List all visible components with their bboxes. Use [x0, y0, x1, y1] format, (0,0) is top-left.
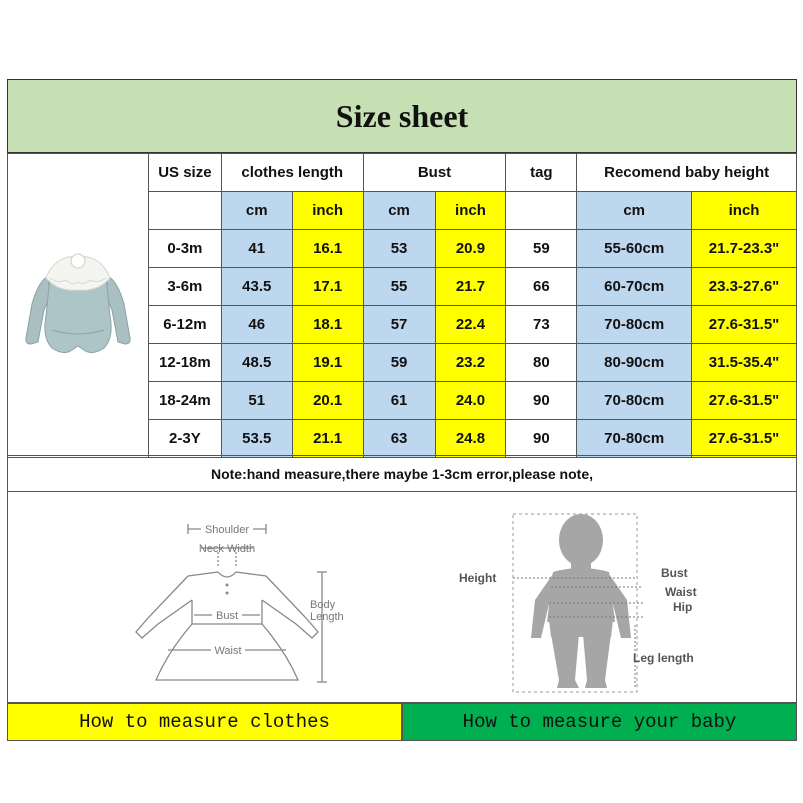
length-inch-cell: 19.1 [292, 344, 363, 382]
height-cm-cell: 70-80cm [577, 420, 692, 458]
tag-cell: 90 [506, 382, 577, 420]
header-height: Recomend baby height [577, 154, 797, 192]
size-cell: 18-24m [148, 382, 221, 420]
size-table [7, 153, 797, 458]
size-cell: 6-12m [148, 306, 221, 344]
subheader-bust-cm: cm [363, 192, 435, 230]
bust-cm-cell: 57 [363, 306, 435, 344]
bust-inch-cell: 24.0 [435, 382, 506, 420]
baby-bust-label: Bust [661, 566, 688, 580]
size-cell: 0-3m [148, 230, 221, 268]
waist-label: Waist [214, 645, 242, 657]
length-inch-cell: 18.1 [292, 306, 363, 344]
romper-image [18, 234, 138, 374]
clothes-diagram [8, 492, 403, 703]
header-clothes-length: clothes length [221, 154, 363, 192]
bust-cm-cell: 63 [363, 420, 435, 458]
height-inch-cell: 27.6-31.5" [692, 420, 797, 458]
length-cm-cell: 48.5 [221, 344, 292, 382]
tag-cell: 59 [506, 230, 577, 268]
subheader-bust-inch: inch [435, 192, 506, 230]
header-bust: Bust [363, 154, 506, 192]
tag-cell: 66 [506, 268, 577, 306]
bust-cm-cell: 55 [363, 268, 435, 306]
length-inch-cell: 21.1 [292, 420, 363, 458]
footer-bar [7, 703, 797, 741]
size-cell: 2-3Y [148, 420, 221, 458]
header-row [8, 154, 797, 192]
footer-left: How to measure clothes [7, 703, 402, 741]
length-cm-cell: 51 [221, 382, 292, 420]
length-cm-cell: 46 [221, 306, 292, 344]
height-cm-cell: 70-80cm [577, 382, 692, 420]
bust-inch-cell: 22.4 [435, 306, 506, 344]
tag-cell: 73 [506, 306, 577, 344]
title-bar [7, 79, 797, 153]
height-label: Height [459, 571, 497, 585]
baby-diagram [403, 492, 798, 703]
height-cm-cell: 60-70cm [577, 268, 692, 306]
length-inch-cell: 16.1 [292, 230, 363, 268]
page-title: Size sheet [335, 97, 469, 134]
header-us-size: US size [148, 154, 221, 192]
subheader-height-inch: inch [692, 192, 797, 230]
height-cm-cell: 55-60cm [577, 230, 692, 268]
length-cm-cell: 41 [221, 230, 292, 268]
neck-width-label: Neck Width [198, 543, 256, 555]
header-tag: tag [506, 154, 577, 192]
bust-cm-cell: 59 [363, 344, 435, 382]
note-text: Note:hand measure,there maybe 1-3cm error,please note, [210, 465, 594, 482]
length-cm-cell: 43.5 [221, 268, 292, 306]
baby-silhouette [531, 514, 631, 688]
hip-label: Hip [673, 600, 693, 614]
length-inch-cell: 20.1 [292, 382, 363, 420]
height-inch-cell: 23.3-27.6" [692, 268, 797, 306]
height-inch-cell: 31.5-35.4" [692, 344, 797, 382]
subheader-length-cm: cm [221, 192, 292, 230]
subheader-empty [148, 192, 221, 230]
bust-inch-cell: 20.9 [435, 230, 506, 268]
baby-waist-label: Waist [665, 585, 697, 599]
height-inch-cell: 21.7-23.3" [692, 230, 797, 268]
tag-cell: 80 [506, 344, 577, 382]
bust-inch-cell: 21.7 [435, 268, 506, 306]
measure-diagrams [7, 492, 797, 703]
height-inch-cell: 27.6-31.5" [692, 306, 797, 344]
note-bar [7, 455, 797, 492]
height-cm-cell: 80-90cm [577, 344, 692, 382]
height-inch-cell: 27.6-31.5" [692, 382, 797, 420]
bust-inch-cell: 24.8 [435, 420, 506, 458]
length-inch-cell: 17.1 [292, 268, 363, 306]
body-length-label: Body Length [310, 599, 344, 623]
bust-inch-cell: 23.2 [435, 344, 506, 382]
bust-cm-cell: 53 [363, 230, 435, 268]
bust-label: Bust [215, 610, 239, 622]
subheader-tag-empty [506, 192, 577, 230]
shoulder-label: Shoulder [204, 524, 250, 536]
product-image-cell [8, 154, 149, 458]
size-cell: 3-6m [148, 268, 221, 306]
footer-right: How to measure your baby [402, 703, 797, 741]
height-cm-cell: 70-80cm [577, 306, 692, 344]
leg-length-label: Leg length [633, 651, 694, 665]
tag-cell: 90 [506, 420, 577, 458]
length-cm-cell: 53.5 [221, 420, 292, 458]
bust-cm-cell: 61 [363, 382, 435, 420]
subheader-height-cm: cm [577, 192, 692, 230]
subheader-length-inch: inch [292, 192, 363, 230]
size-sheet [7, 79, 797, 741]
size-cell: 12-18m [148, 344, 221, 382]
